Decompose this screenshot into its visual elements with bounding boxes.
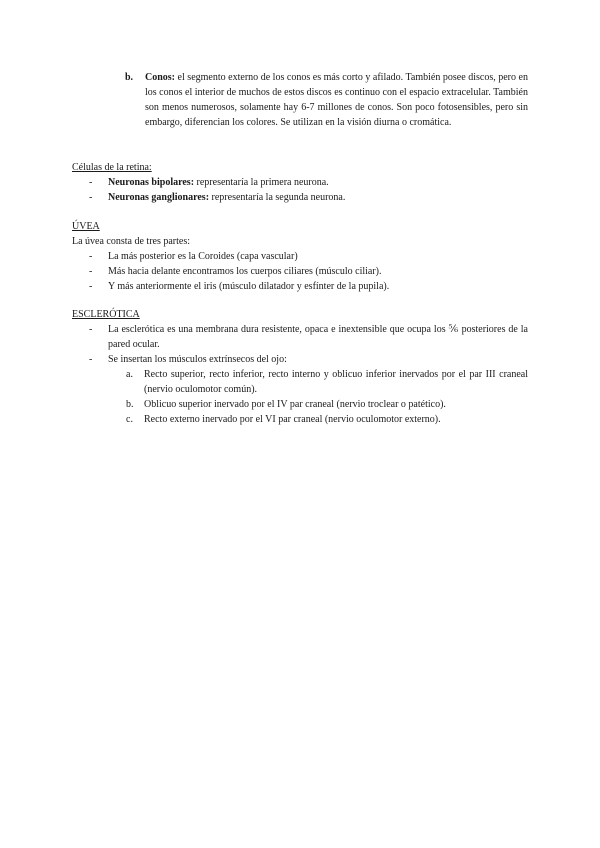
dash-bullet: - [89,281,93,292]
item-text: Más hacia delante encontramos los cuerpos ciliares (músculo ciliar). [108,266,382,277]
sublist-letter: b. [126,399,134,410]
uvea-section [72,219,528,294]
esclerotica-heading: ESCLERÓTICA [72,309,140,320]
item-text: representaría la primera neurona. [194,177,329,188]
conos-term: Conos: [145,72,176,83]
sublist-item [108,397,528,412]
item-text: Se insertan los músculos extrínsecos del ojo: [108,354,287,365]
term: Neuronas ganglionares: [108,192,210,203]
uvea-intro: La úvea consta de tres partes: [72,236,191,247]
sublist-letter: c. [126,414,133,425]
dash-bullet: - [89,251,93,262]
list-item [72,249,528,264]
term: Neuronas bipolares: [108,177,195,188]
esclerotica-list [72,322,528,427]
dash-bullet: - [89,177,93,188]
list-item [72,175,528,190]
celulas-section [72,160,528,205]
list-item [72,190,528,205]
list-marker-b: b. [125,72,134,83]
sublist-text: Recto superior, recto inferior, recto interno y oblicuo inferior inervados por el par III craneal (nervio oculomotor común). [144,369,528,395]
celulas-list [72,175,528,205]
sublist-text: Oblicuo superior inervado por el IV par craneal (nervio troclear o patético). [144,399,446,410]
item-text: representaría la segunda neurona. [209,192,346,203]
sublist-item [108,412,528,427]
item-text: La más posterior es la Coroides (capa vascular) [108,251,298,262]
list-item [72,352,528,427]
celulas-heading: Células de la retina: [72,162,152,173]
dash-bullet: - [89,266,93,277]
conos-paragraph [145,70,528,130]
muscles-sublist [108,367,528,427]
dash-bullet: - [89,324,93,335]
uvea-heading: ÚVEA [72,221,100,232]
conos-list-item [125,70,528,130]
conos-text: el segmento externo de los conos es más corto y afilado. También posee discos, pero en los conos el interior de muchos de estos discos es continuo con el espacio extracelular. También son menos numerosos, solamente hay 6-7 millones de conos. Son poco fotosensibles, pero sin embargo, diferencian los colores. Se utilizan en la visión diurna o cromática. [145,72,528,128]
sublist-letter: a. [126,369,133,380]
dash-bullet: - [89,192,93,203]
sublist-item [108,367,528,397]
uvea-list [72,249,528,294]
dash-bullet: - [89,354,93,365]
list-item [72,322,528,352]
item-text: La esclerótica es una membrana dura resistente, opaca e inextensible que ocupa los ⅚ posteriores de la pared ocular. [108,324,528,350]
list-item [72,279,528,294]
item-text: Y más anteriormente el iris (músculo dilatador y esfínter de la pupila). [108,281,390,292]
list-item [72,264,528,279]
sublist-text: Recto externo inervado por el VI par craneal (nervio oculomotor externo). [144,414,441,425]
esclerotica-section [72,307,528,427]
